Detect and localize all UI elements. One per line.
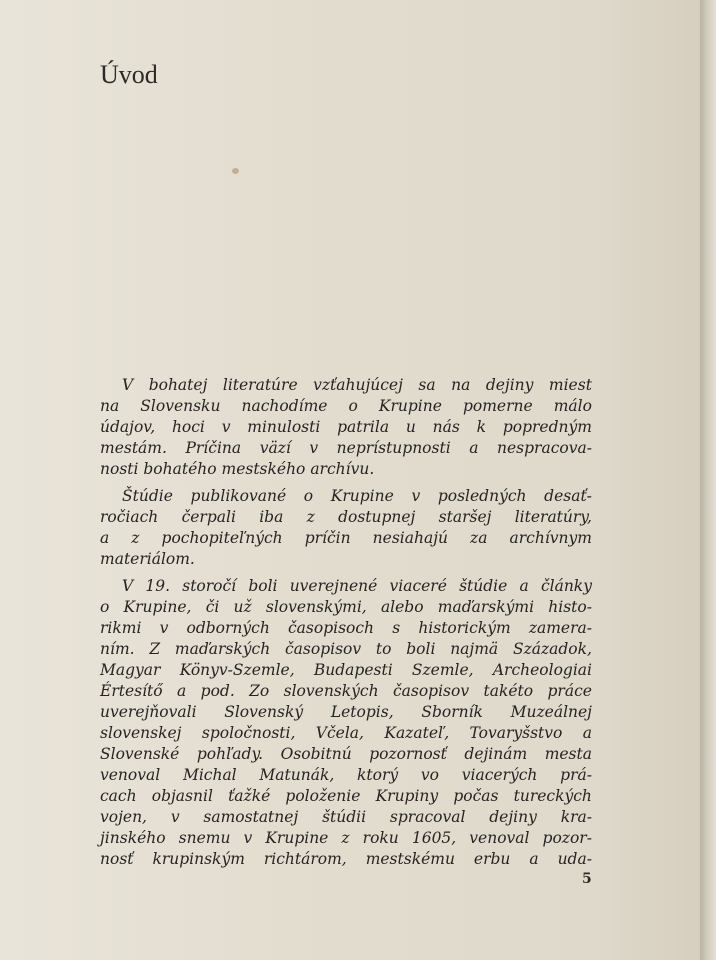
text-line: Štúdie publikované o Krupine v posledných desať- [122, 487, 592, 505]
text-line: ročiach čerpali iba z dostupnej staršej literatúry, [100, 508, 592, 526]
text-line: ním. Z maďarských časopisov to boli najmä Századok, [100, 640, 592, 658]
body-text [100, 375, 592, 870]
text-line: údajov, hoci v minulosti patrila u nás k popredným [100, 418, 592, 436]
text-line: a z pochopiteľných príčin nesiahajú za archívnym [100, 529, 592, 547]
text-line: mestám. Príčina väzí v neprístupnosti a nespracova- [100, 439, 592, 457]
text-line: venoval Michal Matunák, ktorý vo viacerých prá- [100, 766, 592, 784]
text-line: uverejňovali Slovenský Letopis, Sborník Muzeálnej [100, 703, 592, 721]
text-line: nosť krupinským richtárom, mestskému erbu a uda- [100, 850, 592, 868]
page-number: 5 [582, 871, 592, 887]
text-line: V bohatej literatúre vzťahujúcej sa na dejiny miest [122, 376, 592, 394]
text-line: nosti bohatého mestského archívu. [100, 460, 375, 478]
text-line: rikmi v odborných časopisoch s historickým zamera- [100, 619, 592, 637]
text-line: Slovenské pohľady. Osobitnú pozornosť dejinám mesta [100, 745, 592, 763]
text-line: materiálom. [100, 550, 195, 568]
text-line: Értesítő a pod. Zo slovenských časopisov takéto práce [100, 682, 592, 700]
book-edge [700, 0, 716, 960]
chapter-heading: Úvod [100, 60, 158, 89]
text-line: vojen, v samostatnej štúdii spracoval dejiny kra- [100, 808, 592, 826]
text-line: Magyar Könyv-Szemle, Budapesti Szemle, Archeologiai [100, 661, 592, 679]
text-line: cach objasnil ťažké položenie Krupiny počas tureckých [100, 787, 592, 805]
text-line: slovenskej spoločnosti, Včela, Kazateľ, Tovaryšstvo a [100, 724, 592, 742]
text-line: V 19. storočí boli uverejnené viaceré štúdie a články [122, 577, 592, 595]
paper-stain [232, 168, 239, 174]
text-line: jinského snemu v Krupine z roku 1605, venoval pozor- [100, 829, 592, 847]
text-line: na Slovensku nachodíme o Krupine pomerne málo [100, 397, 592, 415]
text-line: o Krupine, či už slovenskými, alebo maďarskými histo- [100, 598, 592, 616]
